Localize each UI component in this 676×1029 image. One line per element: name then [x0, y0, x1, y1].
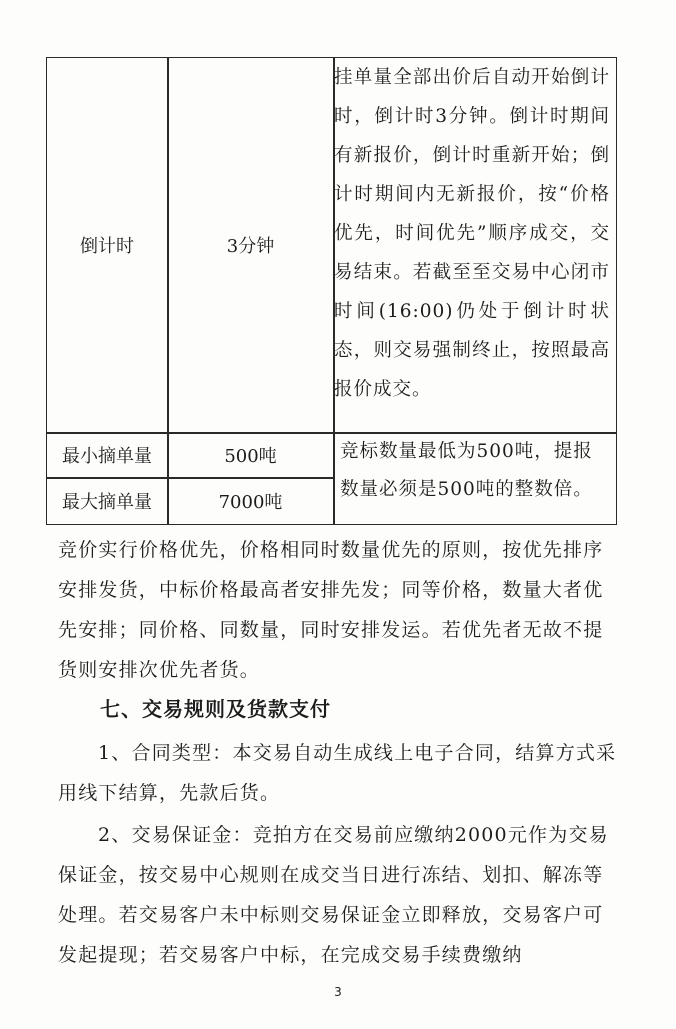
max-pick-value: 7000吨	[218, 492, 283, 513]
clause-deposit: 2、交易保证金：竞拍方在交易前应缴纳2000元作为交易保证金，按交易中心规则在成交当日进行冻结、划扣、解冻等处理。若交易客户未中标则交易保证金立即释放，交易客户可发起提现；若交易客户中标，在完成交易手续费缴纳	[58, 824, 609, 966]
clause-contract-type: 1、合同类型：本交易自动生成线上电子合同，结算方式采用线下结算，先款后货。	[58, 742, 617, 804]
max-pick-label: 最大摘单量	[62, 492, 152, 513]
section-heading: 七、交易规则及货款支付	[100, 697, 331, 721]
countdown-label: 倒计时	[80, 236, 134, 257]
countdown-rule-text: 挂单量全部出价后自动开始倒计时，倒计时3分钟。倒计时期间有新报价，倒计时重新开始；倒计时期间内无新报价，按“价格优先，时间优先”顺序成交，交易结束。若截至至交易中心闭市时间(16:00)仍处于倒计时状态，则交易强制终止，按照最高报价成交。	[334, 67, 610, 400]
min-pick-value: 500吨	[224, 446, 277, 467]
quantity-note: 竞标数量最低为500吨，提报数量必须是500吨的整数倍。	[340, 441, 593, 500]
page-number: 3	[334, 985, 342, 999]
countdown-value: 3分钟	[226, 236, 275, 257]
priority-paragraph: 竞价实行价格优先，价格相同时数量优先的原则，按优先排序安排发货，中标价格最高者安排先发；同等价格，数量大者优先安排；同价格、同数量，同时安排发运。若优先者无故不提货则安排次优先者货。	[58, 539, 604, 681]
min-pick-label: 最小摘单量	[62, 446, 152, 467]
